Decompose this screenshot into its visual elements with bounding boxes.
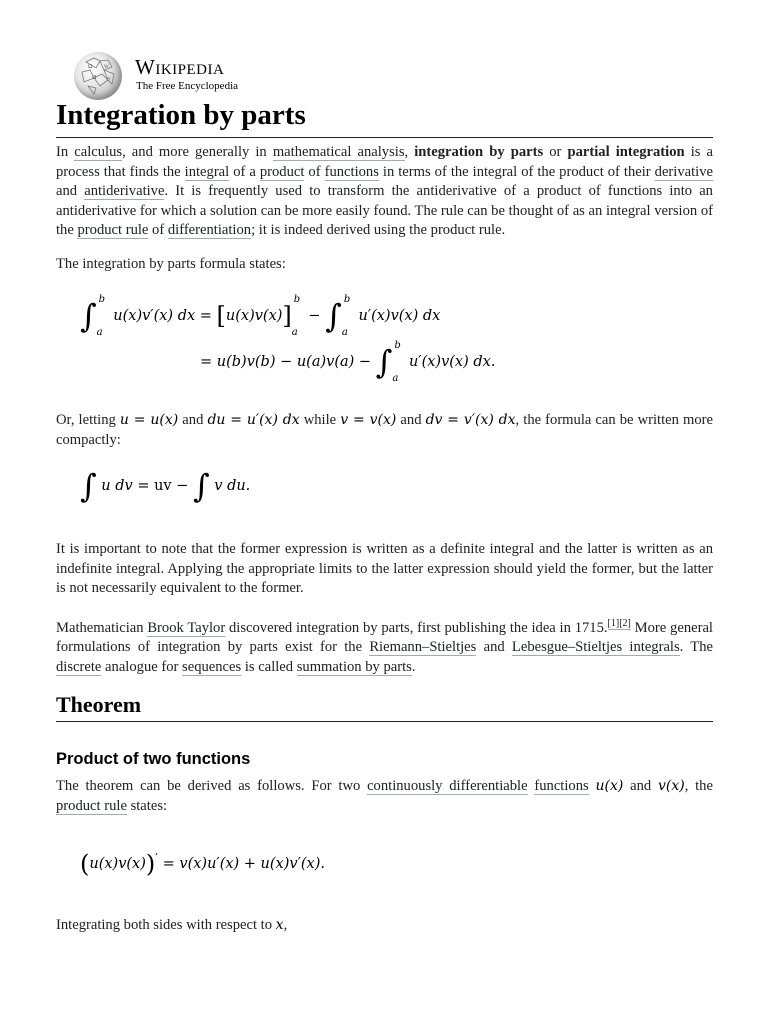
equation-integration-by-parts-line1 (80, 296, 440, 342)
link-product-rule[interactable]: product rule (56, 797, 127, 814)
text: in terms of the integral of the product of their (378, 163, 655, 180)
text: of (148, 222, 168, 239)
link-product[interactable]: product (259, 163, 305, 180)
limit-lower: a (291, 327, 298, 338)
paren-close: ) (145, 850, 156, 878)
link-functions[interactable]: functions (534, 778, 589, 794)
math-term: u(x)v(x) (89, 856, 146, 872)
text: of (304, 163, 325, 180)
intro-paragraph (56, 143, 713, 241)
integral-limits (342, 296, 354, 336)
math-term: u(x)v(x) (225, 308, 283, 324)
wikipedia-tagline: The Free Encyclopedia (136, 80, 239, 92)
link-calculus[interactable]: calculus (74, 144, 123, 160)
link-discrete[interactable]: discrete (56, 659, 102, 676)
page-title: Integration by parts (56, 93, 713, 138)
history-paragraph (56, 613, 713, 678)
text: is called (241, 659, 297, 676)
text: The theorem can be derived as follows. For two (56, 778, 368, 794)
citation-link-1[interactable]: [1] (607, 618, 620, 629)
link-continuously-differentiable[interactable]: continuously differentiable (367, 778, 528, 794)
integral-sign: ∫ (192, 467, 210, 505)
text: More general formulations of integration by parts exist for the (56, 619, 713, 656)
math-term: u(x)v′(x) dx (113, 308, 196, 324)
text: . It is frequently used to transform the antiderivative of a product of functions into an antiderivative for which a solution can be more easily found. The rule can be thought of as an integral version of the (56, 183, 713, 239)
text: . The (679, 639, 713, 656)
limit-lower: a (96, 327, 103, 338)
prime-mark: ′ (155, 851, 159, 866)
math-inline: dv = v′(x) dx (425, 412, 516, 428)
integral-sign: ∫ (80, 297, 97, 335)
math-term: u′(x)v(x) dx. (408, 354, 496, 370)
link-antiderivative[interactable]: antiderivative (84, 183, 165, 200)
integral-sign: ∫ (375, 343, 393, 381)
integral-limits (97, 296, 109, 336)
text: In (56, 144, 75, 160)
math-term: u dv (101, 478, 133, 494)
text: discovered integration by parts, first publishing the idea in 1715. (225, 619, 608, 636)
link-sequences[interactable]: sequences (182, 659, 242, 676)
minus-sign: − (308, 308, 321, 324)
equation-integration-by-parts-line2 (200, 342, 495, 388)
limit-upper: b (343, 294, 351, 305)
wikipedia-wordmark[interactable]: Wikipedia (135, 55, 225, 79)
text: Or, letting (56, 412, 120, 428)
limit-lower: a (392, 373, 399, 384)
limit-lower: a (341, 327, 348, 338)
svg-text:ウ: ウ (106, 78, 112, 83)
link-lebesgue-stieltjes[interactable]: Lebesgue–Stieltjes integrals (511, 639, 680, 656)
text: while (299, 412, 341, 428)
limit-upper: b (293, 294, 301, 305)
theorem-paragraph (56, 777, 713, 816)
text: . (411, 659, 416, 676)
text: states: (126, 797, 168, 814)
text: , the formula can be written more compactly: (56, 412, 713, 448)
text: , and more generally in (122, 144, 273, 160)
text: , the (684, 778, 713, 794)
text: , (404, 144, 415, 160)
subsection-heading-product: Product of two functions (56, 750, 251, 768)
integral-sign: ∫ (325, 297, 342, 335)
text: Mathematician (56, 619, 148, 636)
math-term: = u(b)v(b) − u(a)v(a) − (200, 354, 372, 370)
svg-text:И: И (92, 75, 97, 81)
text: , (283, 917, 288, 933)
text: and (56, 183, 85, 200)
text: ; it is indeed derived using the product rule. (251, 222, 506, 239)
text: or (543, 144, 568, 160)
section-heading-theorem: Theorem (56, 689, 713, 722)
letting-paragraph (56, 411, 713, 450)
paren-open: ( (80, 850, 90, 878)
link-functions[interactable]: functions (324, 163, 379, 180)
citation (608, 615, 631, 629)
equals-sign: = (199, 308, 212, 324)
svg-text:Ω: Ω (88, 64, 93, 70)
integral-sign: ∫ (80, 467, 97, 505)
formula-intro: The integration by parts formula states: (56, 256, 286, 272)
link-brook-taylor[interactable]: Brook Taylor (147, 619, 226, 636)
text: Integrating both sides with respect to (56, 917, 276, 933)
bracket-limits (292, 296, 304, 336)
math-inline: v(x) (657, 778, 685, 794)
math-inline: u = u(x) (119, 412, 179, 428)
link-derivative[interactable]: derivative (654, 163, 713, 180)
link-mathematical-analysis[interactable]: mathematical analysis (272, 144, 405, 160)
math-term: = v(x)u′(x) + u(x)v′(x). (162, 856, 325, 872)
note-paragraph: It is important to note that the former expression is written as a definite integral and the latter is written as an indefinite integral. Applying the appropriate limits to the latter expression should yield the former, but the latter is not necessarily equivalent to the former. (56, 541, 713, 597)
text: analogue for (101, 659, 183, 676)
math-term: v du. (214, 478, 251, 494)
text: of a (229, 163, 260, 180)
link-summation-by-parts[interactable]: summation by parts (296, 659, 412, 676)
math-inline: du = u′(x) dx (207, 412, 300, 428)
link-riemann-stieltjes[interactable]: Riemann–Stieltjes (369, 639, 477, 656)
math-term: u′(x)v(x) dx (358, 308, 441, 324)
bracket-close: ] (282, 302, 292, 330)
link-product-rule[interactable]: product rule (77, 222, 149, 239)
math-inline: v = v(x) (340, 412, 397, 428)
text: and (396, 412, 426, 428)
integral-limits (392, 342, 404, 382)
bold-term: partial integration (567, 144, 685, 160)
text: and (623, 778, 658, 794)
text: and (178, 412, 208, 428)
bracket-open: [ (216, 302, 226, 330)
integrating-paragraph (56, 916, 713, 936)
math-term: = uv − (137, 478, 189, 494)
link-differentiation[interactable]: differentiation (167, 222, 252, 239)
limit-upper: b (394, 340, 401, 351)
citation-link-2[interactable]: [2] (619, 618, 631, 629)
svg-text:W: W (104, 65, 109, 70)
text: is a process that finds the (56, 144, 713, 180)
math-inline: u(x) (595, 778, 624, 794)
limit-upper: b (98, 294, 106, 305)
equation-product-rule (80, 850, 325, 894)
math-inline: x (275, 917, 284, 933)
equation-compact-form (80, 467, 251, 514)
link-integral[interactable]: integral (184, 163, 230, 180)
text: and (476, 639, 512, 656)
bold-term: integration by parts (414, 144, 544, 160)
